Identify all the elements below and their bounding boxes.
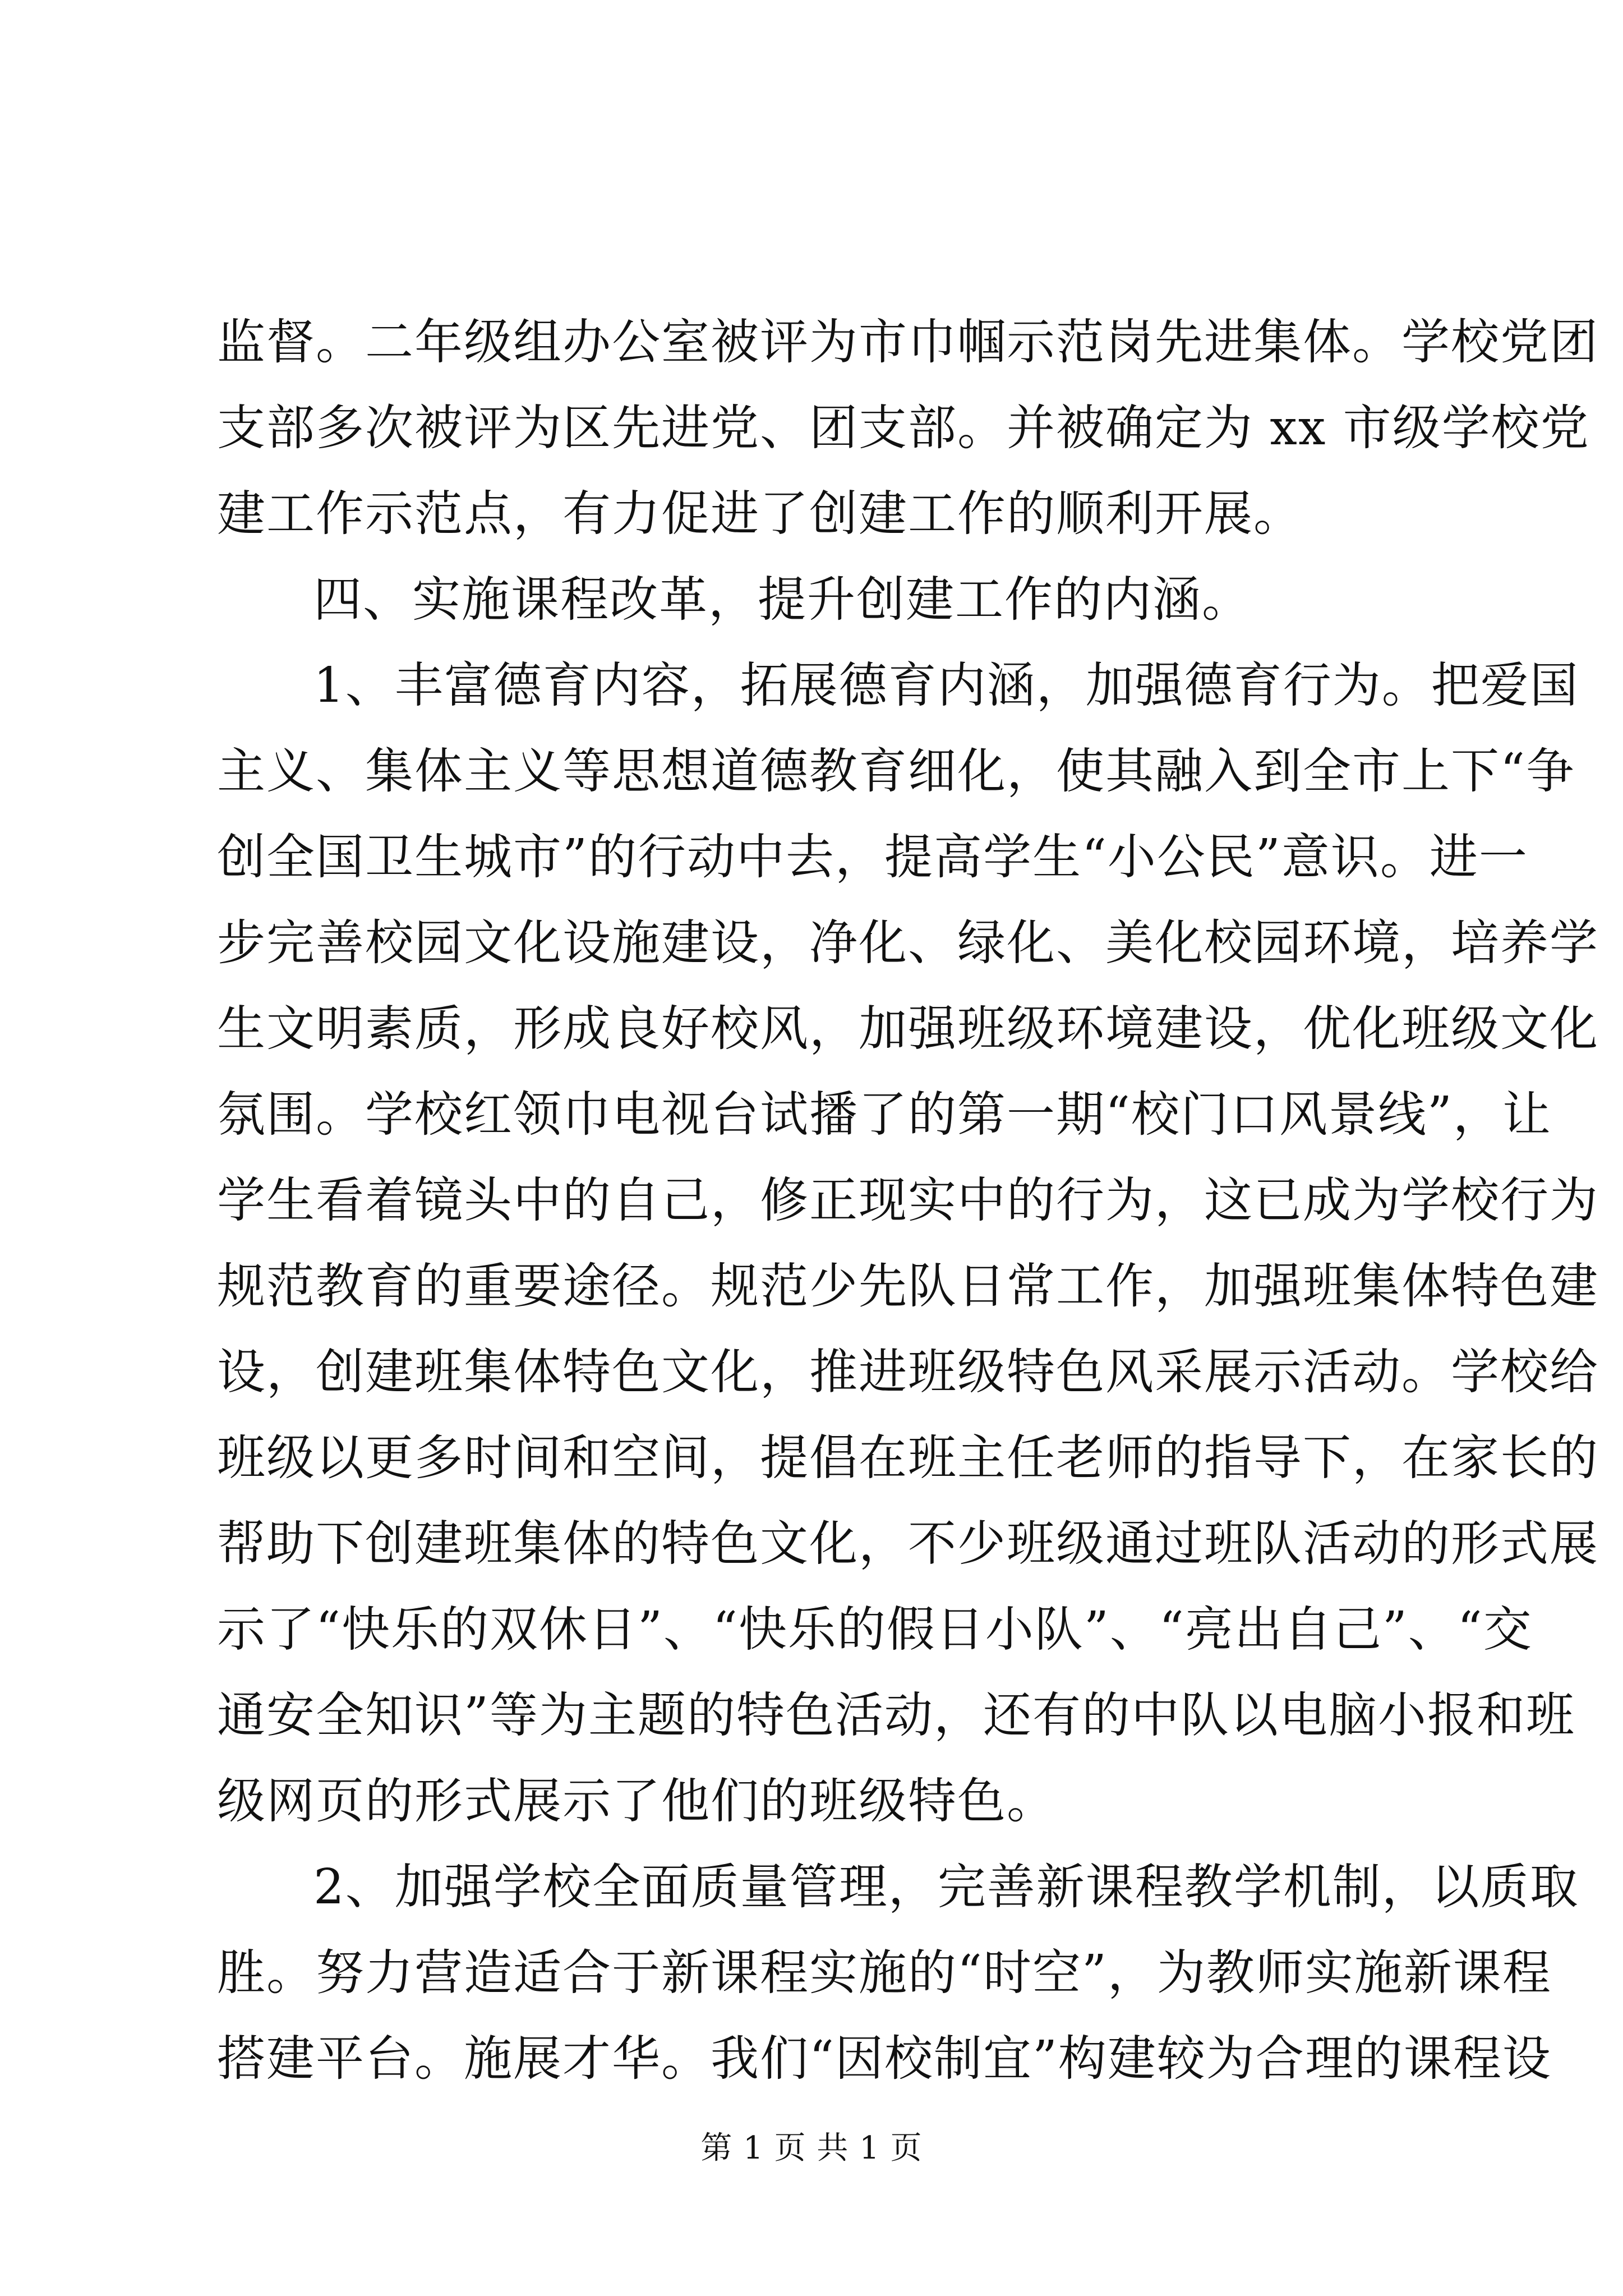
text-line: 搭建平台。施展才华。我们“因校制宜”构建较为合理的课程设 — [217, 2031, 1552, 2087]
text-line: 示了“快乐的双休日”、“快乐的假日小队”、“亮出自己”、“交 — [217, 1602, 1533, 1658]
text-line: 主义、集体主义等思想道德教育细化，使其融入到全市上下“争 — [217, 743, 1575, 799]
text-line: 学生看着镜头中的自己，修正现实中的行为，这已成为学校行为 — [217, 1172, 1599, 1228]
page-footer: 第 1 页 共 1 页 — [700, 2130, 923, 2166]
text-line: 步完善校园文化设施建设，净化、绿化、美化校园环境，培养学 — [217, 915, 1599, 971]
text-line: 设，创建班集体特色文化，推进班级特色风采展示活动。学校给 — [217, 1344, 1599, 1400]
text-line: 支部多次被评为区先进党、团支部。并被确定为 xx 市级学校党 — [217, 400, 1590, 456]
text-line: 建工作示范点，有力促进了创建工作的顺利开展。 — [217, 486, 1303, 542]
text-line: 生文明素质，形成良好校风，加强班级环境建设，优化班级文化 — [217, 1001, 1599, 1057]
text-line: 监督。二年级组办公室被评为市巾帼示范岗先进集体。学校党团 — [217, 314, 1599, 370]
text-line: 帮助下创建班集体的特色文化，不少班级通过班队活动的形式展 — [217, 1516, 1599, 1572]
section-heading: 四、实施课程改革，提升创建工作的内涵。 — [313, 572, 1251, 628]
text-line: 创全国卫生城市”的行动中去，提高学生“小公民”意识。进一 — [217, 829, 1528, 885]
text-line: 级网页的形式展示了他们的班级特色。 — [217, 1773, 1056, 1829]
text-line: 班级以更多时间和空间，提倡在班主任老师的指导下，在家长的 — [217, 1430, 1599, 1486]
text-line: 氛围。学校红领巾电视台试播了的第一期“校门口风景线”，让 — [217, 1087, 1552, 1143]
text-line: 通安全知识”等为主题的特色活动，还有的中队以电脑小报和班 — [217, 1687, 1575, 1743]
text-line: 1、丰富德育内容，拓展德育内涵，加强德育行为。把爱国 — [313, 657, 1579, 714]
text-line: 2、加强学校全面质量管理，完善新课程教学机制，以质取 — [313, 1859, 1579, 1915]
text-line: 规范教育的重要途径。规范少先队日常工作，加强班集体特色建 — [217, 1258, 1599, 1314]
text-line: 胜。努力营造适合于新课程实施的“时空”，为教师实施新课程 — [217, 1945, 1552, 2001]
